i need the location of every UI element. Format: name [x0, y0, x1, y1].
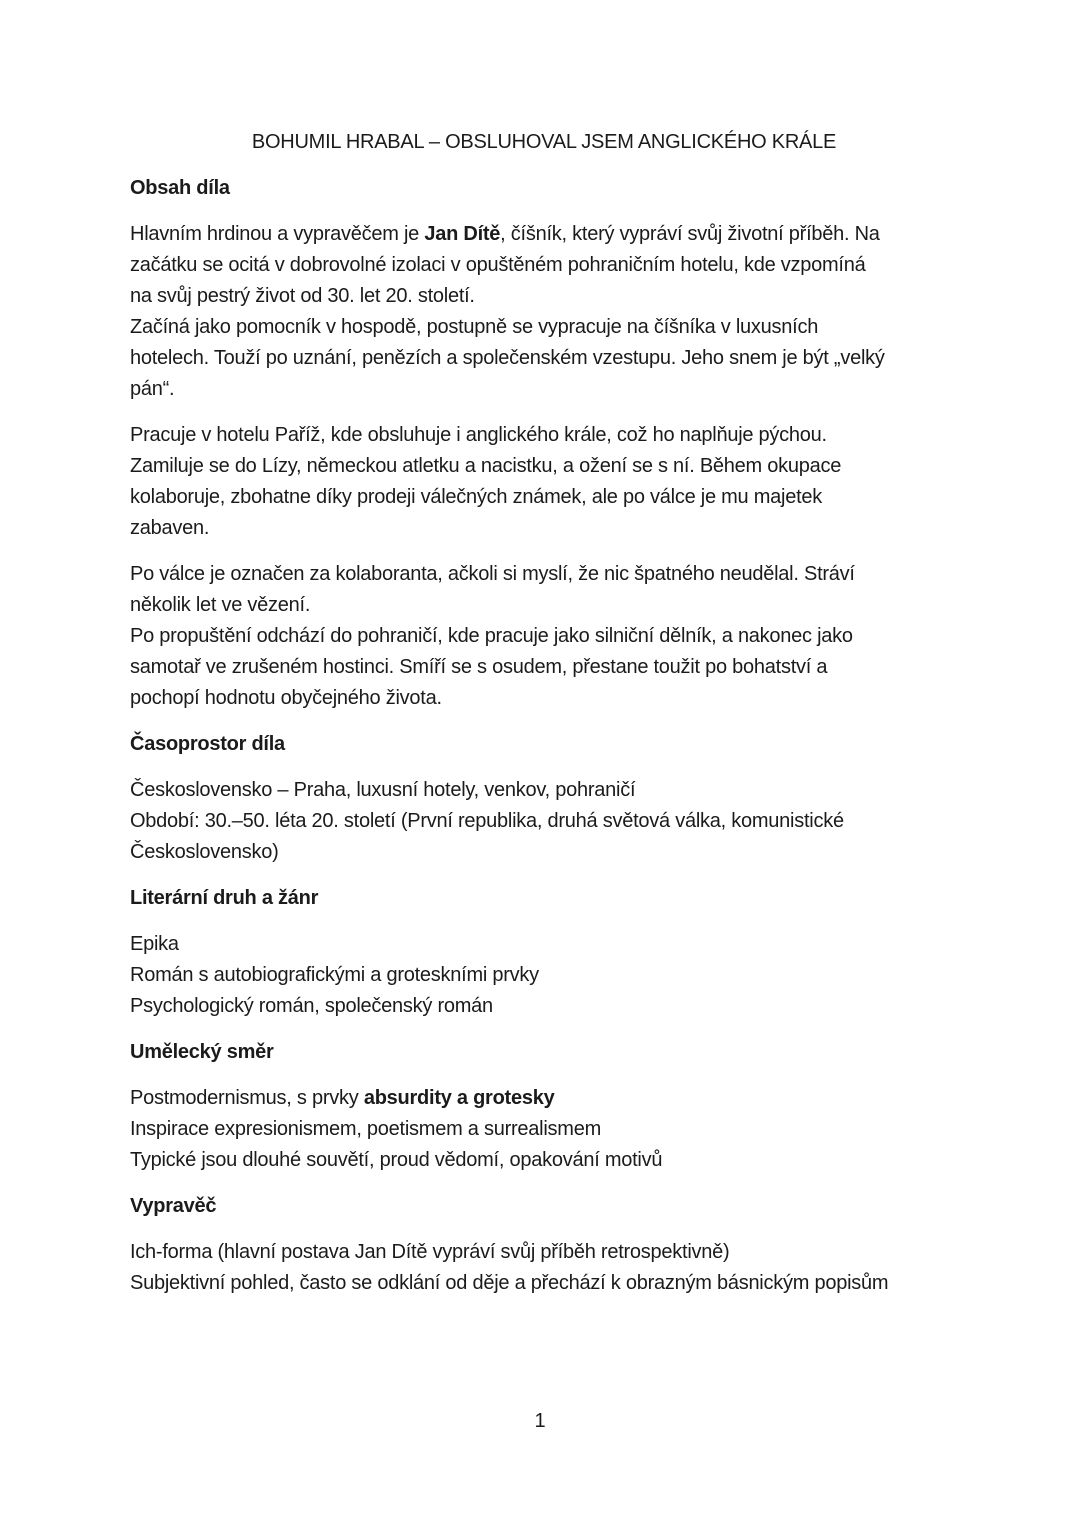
text-segment: samotař ve zrušeném hostinci. Smíří se s osudem, přestane toužit po bohatství a — [130, 656, 828, 678]
bold-text-segment: Umělecký směr — [130, 1041, 274, 1063]
text-segment: Pracuje v hotelu Paříž, kde obsluhuje i anglického krále, což ho naplňuje pýchou. — [130, 424, 827, 446]
text-segment: Období: 30.–50. léta 20. století (První republika, druhá světová válka, komunistické — [130, 810, 844, 832]
heading-literarni-druh-a-zanr — [130, 883, 958, 914]
text-segment: na svůj pestrý život od 30. let 20. století. — [130, 285, 475, 307]
paragraph-vypravec — [130, 1237, 958, 1299]
paragraph-umelecky-smer — [130, 1083, 958, 1176]
text-segment: hotelech. Touží po uznání, penězích a společenském vzestupu. Jeho snem je být „velký — [130, 347, 885, 369]
bold-text-segment: Literární druh a žánr — [130, 887, 319, 909]
heading-obsah-dila — [130, 173, 958, 204]
paragraph-literarni-druh — [130, 929, 958, 1022]
heading-casoprostor-dila — [130, 729, 958, 760]
bold-text-segment: Obsah díla — [130, 177, 230, 199]
text-segment: kolaboruje, zbohatne díky prodeji válečných známek, ale po válce je mu majetek — [130, 486, 823, 508]
paragraph-casoprostor — [130, 775, 958, 868]
text-segment: Postmodernismus, s prvky — [130, 1087, 364, 1109]
text-segment: začátku se ocitá v dobrovolné izolaci v opuštěném pohraničním hotelu, kde vzpomíná — [130, 254, 866, 276]
paragraph-po-valce — [130, 559, 958, 714]
page-number: 1 — [534, 1410, 546, 1432]
text-segment: několik let ve vězení. — [130, 594, 311, 616]
text-segment: Československo) — [130, 841, 279, 863]
text-segment: Psychologický román, společenský román — [130, 995, 493, 1017]
document-content — [130, 127, 958, 1299]
bold-text-segment: Časoprostor díla — [130, 733, 285, 755]
text-segment: pochopí hodnotu obyčejného života. — [130, 687, 442, 709]
text-segment: zabaven. — [130, 517, 210, 539]
paragraph-hotel-pariz — [130, 420, 958, 544]
text-segment: pán“. — [130, 378, 175, 400]
heading-umelecky-smer — [130, 1037, 958, 1068]
document-title: BOHUMIL HRABAL – OBSLUHOVAL JSEM ANGLICKÉHO KRÁLE — [251, 131, 837, 153]
text-segment: Ich-forma (hlavní postava Jan Dítě vypráví svůj příběh retrospektivně) — [130, 1241, 730, 1263]
text-segment: , číšník, který vypráví svůj životní příběh. Na — [500, 223, 880, 245]
text-segment: Po propuštění odchází do pohraničí, kde pracuje jako silniční dělník, a nakonec jako — [130, 625, 853, 647]
bold-text-segment: Vypravěč — [130, 1195, 217, 1217]
bold-text-segment: Jan Dítě — [424, 223, 501, 245]
text-segment: Typické jsou dlouhé souvětí, proud vědomí, opakování motivů — [130, 1149, 663, 1171]
paragraph-hlavni-hrdina — [130, 219, 958, 405]
text-segment: Román s autobiografickými a groteskními prvky — [130, 964, 539, 986]
text-segment: Hlavním hrdinou a vypravěčem je — [130, 223, 425, 245]
text-segment: Československo – Praha, luxusní hotely, venkov, pohraničí — [130, 779, 636, 801]
text-segment: Začíná jako pomocník v hospodě, postupně se vypracuje na číšníka v luxusních — [130, 316, 819, 338]
heading-vypravec — [130, 1191, 958, 1222]
text-segment: Po válce je označen za kolaboranta, ačkoli si myslí, že nic špatného neudělal. Stráví — [130, 563, 855, 585]
text-segment: Epika — [130, 933, 179, 955]
text-segment: Inspirace expresionismem, poetismem a surrealismem — [130, 1118, 601, 1140]
bold-text-segment: absurdity a grotesky — [363, 1087, 555, 1109]
text-segment: Zamiluje se do Lízy, německou atletku a nacistku, a ožení se s ní. Během okupace — [130, 455, 842, 477]
text-segment: Subjektivní pohled, často se odklání od děje a přechází k obrazným básnickým popisům — [130, 1272, 889, 1294]
